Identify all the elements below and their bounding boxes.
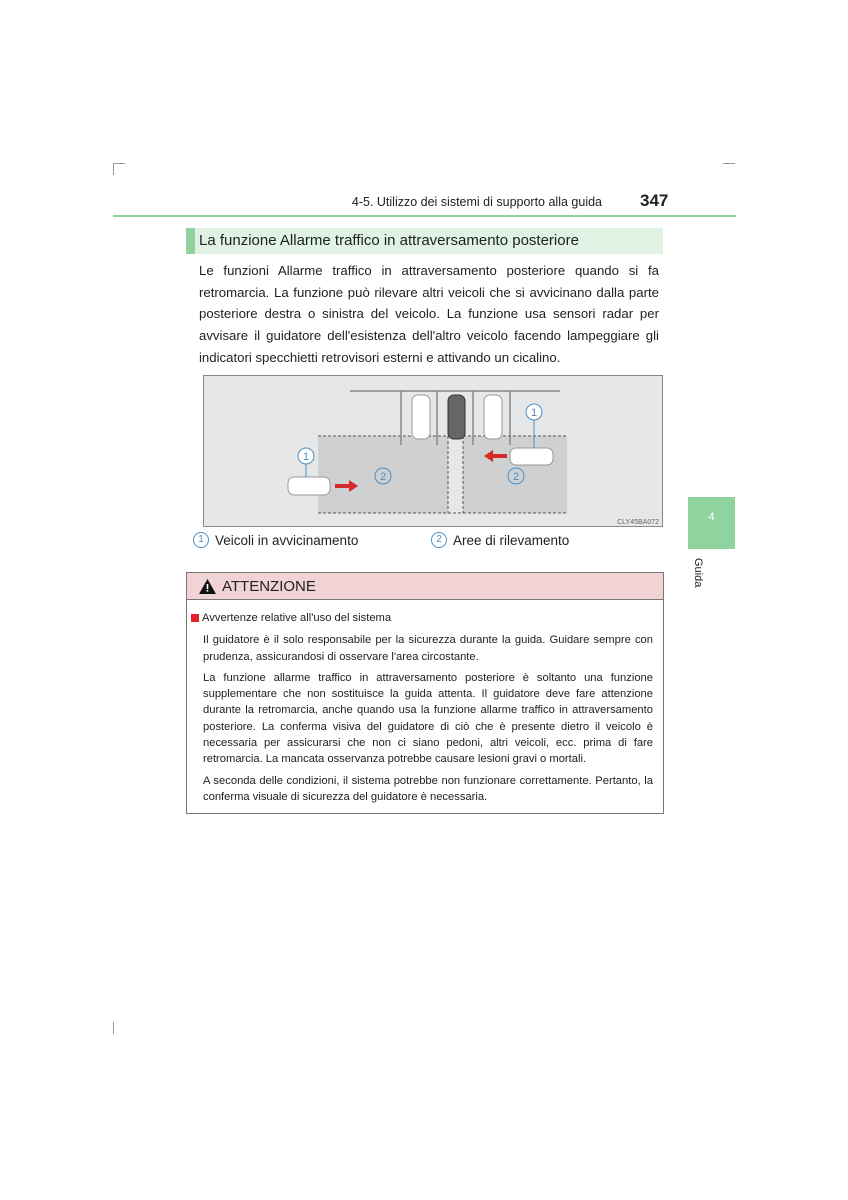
- crop-mark: [723, 163, 735, 164]
- rcta-diagram: [203, 375, 663, 527]
- callout-2: 2: [379, 471, 387, 483]
- approaching-car-right-icon: [510, 448, 553, 465]
- warning-paragraph: La funzione allarme traffico in attraversamento posteriore è soltanto una funzione supplementare che non sostituisce la guida attenta. Il guidatore deve fare attenzione durante la retromarcia, anche quando usa la funzione allarme traffico in attraversamento posteriore. La conferma visiva del guidatore di ciò che è presente dietro il veicolo è necessaria per assicurarsi che non ci siano pedoni, altri veicoli, ecc. prima di fare retromarcia. La mancata osservanza potrebbe causare lesioni gravi o mortali.: [203, 671, 653, 766]
- legend-item: [431, 532, 569, 548]
- section-title: La funzione Allarme traffico in attraversamento posteriore: [186, 228, 663, 254]
- chapter-tab-label: Guida: [692, 558, 704, 588]
- legend-label: Aree di rilevamento: [453, 532, 570, 548]
- warning-paragraph: Il guidatore è il solo responsabile per la sicurezza durante la guida. Guidare sempre con prudenza, assicurandosi di osservare l'area circostante.: [203, 634, 653, 663]
- warning-title: ATTENZIONE: [222, 577, 316, 595]
- callout-1: 1: [302, 451, 310, 463]
- parked-car-icon: [484, 395, 502, 439]
- warning-triangle-icon: [199, 579, 216, 594]
- figure-code: CLY45BA072: [617, 519, 659, 526]
- header-rule: [113, 215, 736, 217]
- approaching-car-left-icon: [288, 477, 330, 495]
- warning-subtitle: Avvertenze relative all'uso del sistema: [202, 612, 392, 624]
- legend-label: Veicoli in avvicinamento: [215, 532, 359, 548]
- page-number: 347: [640, 191, 669, 210]
- crop-mark: [113, 163, 125, 164]
- intro-paragraph: Le funzioni Allarme traffico in attraversamento posteriore quando si fa retromarcia. La funzione può rilevare altri veicoli che si avvicinano dalla parte posteriore destra o sinistra del veicolo. La funzione usa sensori radar per avvisare il guidatore dell'esistenza dell'altro veicolo facendo lampeggiare gli indicatori specchietti retrovisori esterni e attivando un cicalino.: [199, 263, 659, 365]
- running-header: 4-5. Utilizzo dei sistemi di supporto alla guida: [351, 195, 602, 209]
- callout-1: 1: [530, 407, 538, 419]
- callout-2: 2: [512, 471, 520, 483]
- center-lane: [448, 436, 463, 513]
- warning-header: [187, 573, 663, 600]
- chapter-tab[interactable]: 4: [688, 497, 735, 549]
- crop-mark: [113, 163, 114, 175]
- bullet-square-icon: [191, 614, 199, 622]
- warning-paragraph: A seconda delle condizioni, il sistema potrebbe non funzionare correttamente. Pertanto, la conferma visuale di sicurezza del guidatore è necessaria.: [203, 774, 653, 803]
- parked-car-icon: [412, 395, 430, 439]
- own-vehicle-icon: [448, 395, 465, 439]
- crop-mark: [113, 1022, 114, 1034]
- legend-item: [193, 532, 358, 548]
- callout-1-icon: 1: [193, 532, 209, 548]
- callout-2-icon: 2: [431, 532, 447, 548]
- warning-box: [186, 572, 664, 814]
